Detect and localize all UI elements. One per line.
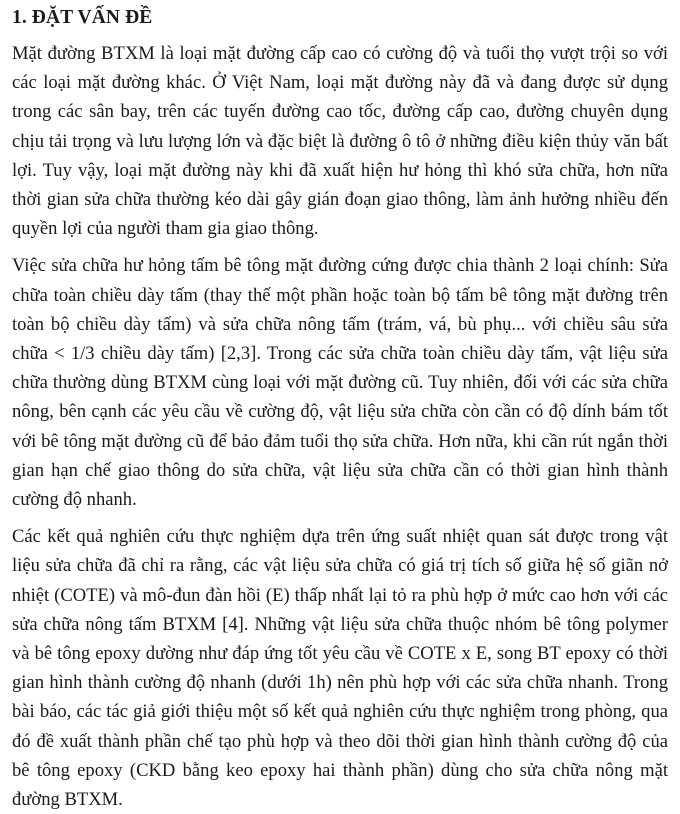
paragraph-repair-types: Việc sửa chữa hư hỏng tấm bê tông mặt đường cứng được chia thành 2 loại chính: Sửa chữa toàn chiều dày tấm (thay thế một phần hoặc toàn bộ tấm bê tông mặt đường trên toàn bộ chiều dày tấm) và sửa chữa nông tấm (trám, vá, bù phụ... với chiều sâu sửa chữa < 1/3 chiều dày tấm) [2,3]. Trong các sửa chữa toàn chiều dày tấm, vật liệu sửa chữa thường dùng BTXM cùng loại với mặt đường cũ. Tuy nhiên, đối với các sửa chữa nông, bên cạnh các yêu cầu về cường độ, vật liệu sửa chữa còn cần có độ dính bám tốt với bê tông mặt đường cũ để bảo đảm tuổi thọ sửa chữa. Hơn nữa, khi cần rút ngắn thời gian hạn chế giao thông do sửa chữa, vật liệu sửa chữa cần có thời gian hình thành cường độ nhanh. — [12, 255, 668, 511]
paragraph-intro: Mặt đường BTXM là loại mặt đường cấp cao có cường độ và tuổi thọ vượt trội so với các loại mặt đường khác. Ở Việt Nam, loại mặt đường này đã và đang được sử dụng trong các sân bay, trên các tuyến đường cao tốc, đường cấp cao, đường chuyên dụng chịu tải trọng và lưu lượng lớn và đặc biệt là đường ô tô ở những điều kiện thủy văn bất lợi. Tuy vậy, loại mặt đường này khi đã xuất hiện hư hỏng thì khó sửa chữa, hơn nữa thời gian sửa chữa thường kéo dài gây gián đoạn giao thông, làm ảnh hưởng nhiều đến quyền lợi của người tham gia giao thông. — [12, 43, 668, 240]
section-heading: 1. ĐẶT VẤN ĐỀ — [12, 7, 153, 28]
document-page — [12, 2, 668, 814]
paragraph-research: Các kết quả nghiên cứu thực nghiệm dựa trên ứng suất nhiệt quan sát được trong vật liệu sửa chữa đã chỉ ra rằng, các vật liệu sửa chữa có giá trị tích số giữa hệ số giãn nở nhiệt (COTE) và mô-đun đàn hồi (E) thấp nhất lại tỏ ra phù hợp ở mức cao hơn với các sửa chữa nông tấm BTXM [4]. Những vật liệu sửa chữa thuộc nhóm bê tông polymer và bê tông epoxy dường như đáp ứng tốt yêu cầu về COTE x E, song BT epoxy có thời gian hình thành cường độ nhanh (dưới 1h) nên phù hợp với các sửa chữa nhanh. Trong bài báo, các tác giả giới thiệu một số kết quả nghiên cứu thực nghiệm trong phòng, qua đó đề xuất thành phần chế tạo phù hợp và theo dõi thời gian hình thành cường độ của bê tông epoxy (CKD bằng keo epoxy hai thành phần) dùng cho sửa chữa nông mặt đường BTXM. — [12, 526, 668, 811]
